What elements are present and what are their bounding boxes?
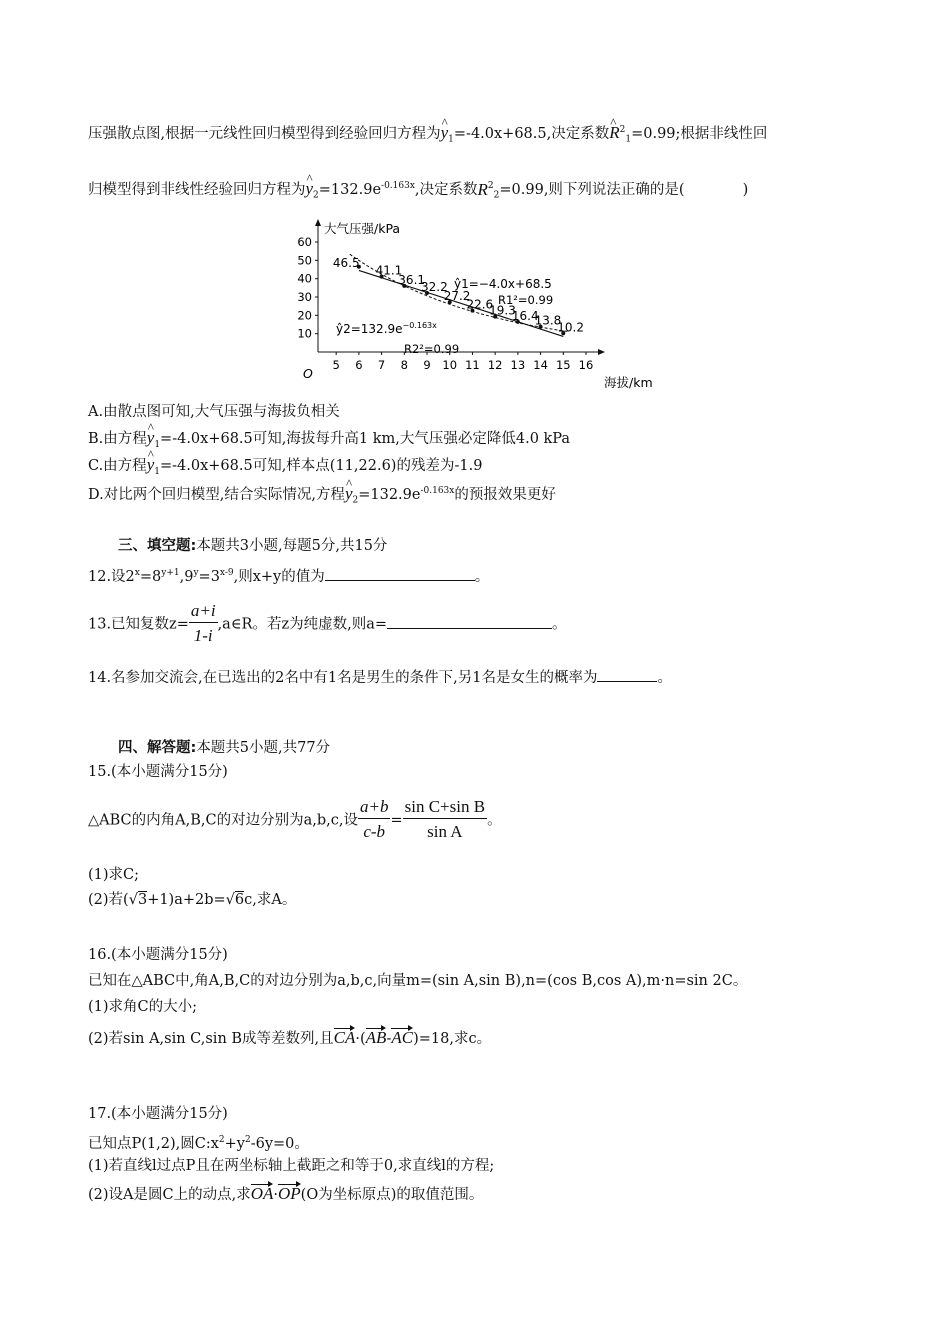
option-b: B.由方程^ $y_1=-4.0x+68.5$可知,海拔每升高1 km,大气压强必定降低4.0 kPa <box>88 428 570 455</box>
y-tick-label: 60 <box>297 235 312 249</box>
vector-ca: CA <box>333 1028 356 1047</box>
question-16-heading: 16.(本小题满分15分) <box>88 947 228 963</box>
pressure-scatter-chart <box>286 218 666 396</box>
x-tick-label: 11 <box>465 358 480 372</box>
x-tick-label: 12 <box>487 358 503 372</box>
question-17-part-2: (2)设A是圆C上的动点,求OA·OP(O为坐标原点)的取值范围。 <box>88 1184 484 1203</box>
option-c: C.由方程^ $y_1=-4.0x+68.5$可知,样本点(11,22.6)的残差为-1.9 <box>88 455 482 482</box>
chart-origin: O <box>303 366 313 381</box>
x-tick-label: 5 <box>332 358 340 372</box>
question-15-part-2: (2)若(√3+1)a+2b=√6c,求A。 <box>88 892 297 908</box>
option-a: A.由散点图可知,大气压强与海拔负相关 <box>88 404 340 420</box>
y-tick-label: 40 <box>297 271 312 286</box>
data-label: 19.3 <box>489 303 516 318</box>
y1-hat: ^ y <box>147 428 155 448</box>
intro-line-2: 归模型得到非线性经验回归方程为^ $y_2=132.9e^{-0.163x}$,决定系数$R^2_2=0.99$,则下列说法正确的是( ) <box>88 176 748 206</box>
vector-op: OP <box>278 1184 301 1203</box>
x-axis-arrow <box>598 349 605 355</box>
r2: R <box>477 179 488 199</box>
intro-line-1: 压强散点图,根据一元线性回归模型得到经验回归方程为^ $y_1=-4.0x+68.5$,决定系数^ $R^2_1=0.99$;根据非线性回 <box>88 120 767 150</box>
x-tick-label: 7 <box>377 358 386 372</box>
y-tick-label: 20 <box>297 308 312 323</box>
chart-ylabel: 大气压强/kPa <box>324 221 401 236</box>
exp-fit-label: $ŷ2=132.9e^{-0.163x}$ <box>336 321 437 336</box>
y2-hat: ^ y <box>345 484 353 504</box>
section-3-heading: 三、填空题:本题共3小题,每题5分,共15分 <box>118 538 388 554</box>
x-tick-label: 14 <box>533 358 548 372</box>
y-tick-label: 10 <box>297 326 312 341</box>
question-16-part-1: (1)求角C的大小; <box>88 999 198 1015</box>
vector-oa: OA <box>250 1184 274 1203</box>
fraction-13: $\frac{a+i}{1-i}$ <box>190 601 216 645</box>
y-axis-arrow <box>315 219 321 226</box>
linear-fit-r2: R1²=0.99 <box>498 293 554 307</box>
data-label: 13.8 <box>534 313 562 328</box>
fraction-15-left: $\frac{a+b}{c-b}$ <box>359 797 389 841</box>
y-tick-label: 30 <box>297 290 312 304</box>
exp-fit-r2: R2²=0.99 <box>404 342 460 356</box>
vector-ac: AC <box>391 1028 414 1047</box>
linear-fit-label: ŷ1=−4.0x+68.5 <box>454 277 552 291</box>
y1-hat: ^ y <box>147 455 155 475</box>
data-label: 36.1 <box>398 272 426 287</box>
data-label: 27.2 <box>443 289 471 304</box>
data-label: 22.6 <box>466 297 494 312</box>
question-15-stem: △ABC的内角A,B,C的对边分别为a,b,c,设 $\frac{a+b}{c-b}$ = $\frac{\text{sin C+sin B}}{\text{sin A}}$ 。 <box>88 796 502 845</box>
data-label: 16.4 <box>511 308 539 323</box>
x-tick-label: 10 <box>442 358 458 372</box>
chart-xlabel: 海拔/km <box>604 375 653 390</box>
question-15-part-1: (1)求C; <box>88 867 140 883</box>
x-tick-label: 13 <box>510 358 526 372</box>
r1: ^ R <box>609 123 619 143</box>
x-tick-label: 9 <box>423 358 431 372</box>
data-label: 41.1 <box>375 263 403 278</box>
data-label: 32.2 <box>421 279 448 294</box>
x-tick-label: 6 <box>355 358 363 372</box>
vector-ab: AB <box>365 1028 387 1047</box>
x-tick-label: 8 <box>400 358 408 372</box>
y2-hat: ^ y <box>306 179 314 199</box>
question-17-stem: 已知点P(1,2),圆$C:x^2+y^2-6y=0$。 <box>88 1135 309 1152</box>
answer-blank-12[interactable] <box>325 566 475 581</box>
question-12: 12.设$2^x=8^{y+1},9^y=3^{x-9}$,则x+y的值为 。 <box>88 563 489 587</box>
data-label: 46.5 <box>332 255 360 270</box>
option-d: D.对比两个回归模型,结合实际情况,方程^ $y_2=132.9e^{-0.163x}$的预报效果更好 <box>88 481 556 511</box>
x-tick-label: 15 <box>555 358 571 372</box>
question-13: 13.已知复数z= $\frac{a+i}{1-i}$ ,a∈R。若z为纯虚数,则a= 。 <box>88 600 567 649</box>
y1-hat: ^ y <box>441 123 449 143</box>
question-17-part-1: (1)若直线l过点P且在两坐标轴上截距之和等于0,求直线l的方程; <box>88 1158 495 1174</box>
section-4-heading: 四、解答题:本题共5小题,共77分 <box>118 740 331 756</box>
question-14: 14.名参加交流会,在已选出的2名中有1名是男生的条件下,另1名是女生的概率为 。 <box>88 667 672 688</box>
y-tick-label: 50 <box>297 253 312 268</box>
fraction-15-right: $\frac{\text{sin C+sin B}}{\text{sin A}}$ <box>404 797 486 841</box>
question-16-part-2: (2)若sin A,sin C,sin B成等差数列,且CA·(AB-AC)=18,求c。 <box>88 1028 492 1047</box>
question-17-heading: 17.(本小题满分15分) <box>88 1106 228 1122</box>
question-15-heading: 15.(本小题满分15分) <box>88 764 228 780</box>
answer-blank-14[interactable] <box>597 667 657 682</box>
question-16-stem: 已知在△ABC中,角A,B,C的对边分别为a,b,c,向量m=(sin A,sin B),n=(cos B,cos A),m·n=sin 2C。 <box>88 973 748 989</box>
x-tick-label: 16 <box>578 358 594 372</box>
answer-blank-13[interactable] <box>387 614 552 629</box>
data-label: 10.2 <box>557 320 585 335</box>
